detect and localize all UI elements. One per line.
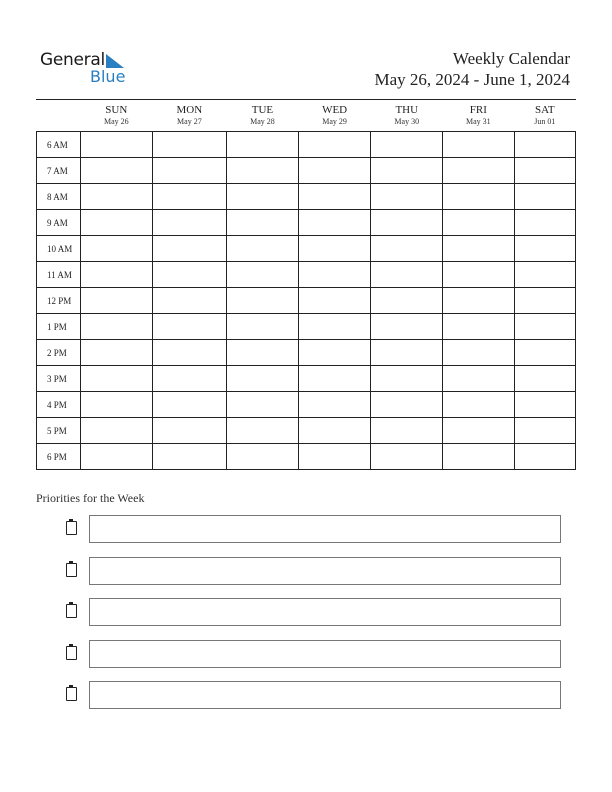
calendar-cell[interactable] [227,132,299,158]
calendar-cell[interactable] [443,262,515,288]
calendar-cell[interactable] [371,184,443,210]
calendar-cell[interactable] [81,158,153,184]
logo-triangle-icon [106,54,124,68]
calendar-cell[interactable] [81,392,153,418]
time-row [37,340,576,366]
calendar-cell[interactable] [81,288,153,314]
calendar-cell[interactable] [227,288,299,314]
priority-input[interactable] [89,640,561,668]
time-label: 11 AM [37,262,81,288]
day-header-thu [371,100,443,132]
day-date: May 31 [466,117,491,126]
calendar-cell[interactable] [152,366,227,392]
day-date: May 30 [394,117,420,126]
logo-text-blue: Blue [90,67,126,86]
calendar-cell[interactable] [443,340,515,366]
calendar-cell[interactable] [81,340,153,366]
calendar-cell[interactable] [514,236,575,262]
priority-item [64,681,562,710]
calendar-cell[interactable] [227,444,299,470]
time-label: 6 AM [37,132,81,158]
calendar-cell[interactable] [81,236,153,262]
date-range: May 26, 2024 - June 1, 2024 [374,70,570,89]
priority-input[interactable] [89,557,561,585]
time-slots [37,132,576,470]
calendar-cell[interactable] [81,418,153,444]
calendar-cell[interactable] [152,314,227,340]
time-row [37,132,576,158]
calendar-cell[interactable] [514,132,575,158]
time-row [37,366,576,392]
day-date: May 27 [177,117,202,126]
calendar-cell[interactable] [514,210,575,236]
calendar-cell[interactable] [227,210,299,236]
calendar-cell[interactable] [443,210,515,236]
day-header-row [37,100,576,132]
calendar-cell[interactable] [514,314,575,340]
calendar-cell[interactable] [514,444,575,470]
day-name: TUE [251,104,274,116]
day-date: May 26 [103,117,129,126]
page-title: Weekly Calendar [452,49,570,68]
day-header-sun [81,100,153,132]
calendar-cell[interactable] [81,132,153,158]
calendar-cell[interactable] [371,418,443,444]
calendar-cell[interactable] [298,418,371,444]
time-label: 10 AM [37,236,81,262]
calendar-cell[interactable] [81,184,153,210]
clipboard-icon [66,604,77,618]
priority-input[interactable] [89,515,561,543]
time-row [37,262,576,288]
calendar-cell[interactable] [371,314,443,340]
calendar-cell[interactable] [227,418,299,444]
calendar-cell[interactable] [152,444,227,470]
time-label: 2 PM [37,340,81,366]
calendar-cell[interactable] [443,184,515,210]
clipboard-icon [66,521,77,535]
calendar-cell[interactable] [298,444,371,470]
calendar-cell[interactable] [227,184,299,210]
time-row [37,392,576,418]
priority-item [64,598,562,627]
calendar-cell[interactable] [298,236,371,262]
calendar-cell[interactable] [227,314,299,340]
calendar-cell[interactable] [81,262,153,288]
calendar-cell[interactable] [443,314,515,340]
calendar-cell[interactable] [443,418,515,444]
calendar-cell[interactable] [298,210,371,236]
time-label: 9 AM [37,210,81,236]
calendar-cell[interactable] [152,288,227,314]
corner-cell [37,100,81,132]
time-row [37,236,576,262]
time-row [37,210,576,236]
calendar-cell[interactable] [514,262,575,288]
day-date: Jun 01 [534,117,556,126]
calendar-cell[interactable] [443,288,515,314]
calendar-cell[interactable] [227,236,299,262]
calendar-cell[interactable] [81,210,153,236]
priority-input[interactable] [89,681,561,709]
calendar-cell[interactable] [371,210,443,236]
time-label: 8 AM [37,184,81,210]
logo-text-general: General [40,50,105,70]
generalblue-logo [40,50,126,86]
calendar-cell[interactable] [514,340,575,366]
calendar-cell[interactable] [152,392,227,418]
time-row [37,418,576,444]
calendar-cell[interactable] [227,340,299,366]
day-header-fri [443,100,515,132]
clipboard-icon [66,563,77,577]
calendar-cell[interactable] [443,158,515,184]
day-name: THU [395,104,419,116]
time-label: 7 AM [37,158,81,184]
day-name: WED [322,104,348,116]
calendar-cell[interactable] [81,366,153,392]
time-row [37,158,576,184]
calendar-cell[interactable] [371,340,443,366]
calendar-header [375,48,570,90]
calendar-cell[interactable] [152,158,227,184]
day-header-sat [514,100,575,132]
day-date: May 28 [250,117,275,126]
time-label: 12 PM [37,288,81,314]
calendar-cell[interactable] [227,366,299,392]
calendar-cell[interactable] [298,158,371,184]
clipboard-icon [66,687,77,701]
calendar-cell[interactable] [152,418,227,444]
calendar-cell[interactable] [371,366,443,392]
calendar-cell[interactable] [81,444,153,470]
calendar-cell[interactable] [371,132,443,158]
time-label: 6 PM [37,444,81,470]
day-header-tue [227,100,299,132]
priority-input[interactable] [89,598,561,626]
calendar-cell[interactable] [81,314,153,340]
day-name: MON [176,104,203,116]
calendar-cell[interactable] [298,314,371,340]
time-row [37,314,576,340]
calendar-cell[interactable] [371,236,443,262]
calendar-cell[interactable] [514,392,575,418]
day-name: SAT [535,104,555,116]
calendar-cell[interactable] [371,158,443,184]
calendar-cell[interactable] [298,132,371,158]
calendar-cell[interactable] [443,366,515,392]
priorities-title: Priorities for the Week [36,491,145,505]
calendar-cell[interactable] [443,132,515,158]
priority-item [64,515,562,544]
calendar-cell[interactable] [443,392,515,418]
calendar-cell[interactable] [298,392,371,418]
calendar-cell[interactable] [514,418,575,444]
calendar-cell[interactable] [152,210,227,236]
calendar-cell[interactable] [514,288,575,314]
time-label: 1 PM [37,314,81,340]
day-name: FRI [469,104,487,116]
calendar-cell[interactable] [371,392,443,418]
day-header-mon [152,100,227,132]
calendar-cell[interactable] [227,262,299,288]
calendar-cell[interactable] [514,184,575,210]
calendar-cell[interactable] [152,262,227,288]
calendar-cell[interactable] [514,158,575,184]
day-header-wed [298,100,371,132]
calendar-cell[interactable] [227,158,299,184]
calendar-cell[interactable] [152,184,227,210]
calendar-cell[interactable] [298,184,371,210]
calendar-cell[interactable] [371,262,443,288]
day-date: May 29 [322,117,347,126]
calendar-cell[interactable] [298,262,371,288]
calendar-cell[interactable] [371,288,443,314]
day-name: SUN [105,104,128,116]
calendar-cell[interactable] [443,236,515,262]
calendar-cell[interactable] [227,392,299,418]
calendar-cell[interactable] [298,340,371,366]
calendar-cell[interactable] [443,444,515,470]
calendar-cell[interactable] [298,288,371,314]
priority-item [64,640,562,669]
calendar-cell[interactable] [152,340,227,366]
time-label: 4 PM [37,392,81,418]
calendar-cell[interactable] [371,444,443,470]
calendar-cell[interactable] [514,366,575,392]
time-row [37,288,576,314]
calendar-cell[interactable] [152,236,227,262]
time-row [37,444,576,470]
calendar-cell[interactable] [152,132,227,158]
time-label: 3 PM [37,366,81,392]
calendar-cell[interactable] [298,366,371,392]
clipboard-icon [66,646,77,660]
weekly-calendar-grid [36,100,576,470]
time-row [37,184,576,210]
priority-item [64,557,562,586]
time-label: 5 PM [37,418,81,444]
